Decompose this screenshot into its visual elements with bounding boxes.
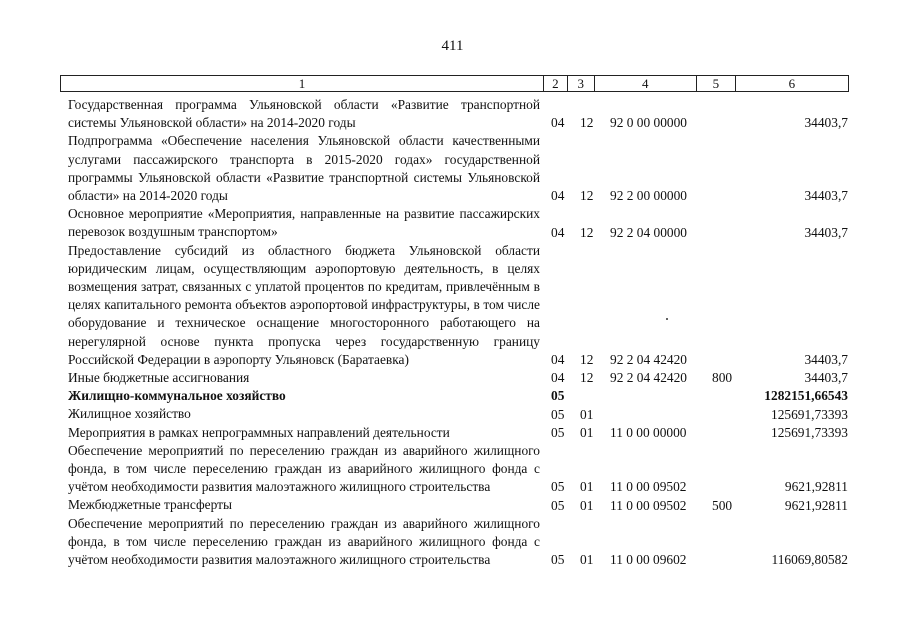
- header-col-1: 1: [298, 76, 306, 91]
- target-article-code: 92 2 04 42420: [610, 352, 687, 368]
- row-description: Подпрограмма «Обеспечение населения Ульяновской области качественными услугами пассажирского транспорта в 2015-2020 годах» государственной программы Ульяновской области «Развитие транспортной системы Ульяновской области» на 2014-2020 годы: [68, 133, 540, 204]
- subsection-code: 12: [580, 224, 594, 240]
- section-code: 05: [551, 552, 565, 568]
- row-description: Государственная программа Ульяновской области «Развитие транспортной системы Ульяновской области» на 2014-2020 годы: [68, 97, 540, 131]
- section-code: 05: [551, 479, 565, 495]
- table-row: [0, 515, 905, 570]
- table-row: [0, 369, 905, 387]
- amount: 125691,73393: [771, 406, 848, 422]
- section-code: 04: [551, 352, 565, 368]
- table-row: [0, 242, 905, 369]
- header-col-6: 6: [735, 76, 848, 91]
- target-article-code: 92 2 00 00000: [610, 188, 687, 204]
- target-article-code: 92 2 04 42420: [610, 370, 687, 386]
- subsection-code: 12: [580, 188, 594, 204]
- row-description: Предоставление субсидий из областного бюджета Ульяновской области юридическим лицам, осуществляющим аэропортовую деятельность, в целях возмещения затрат, связанных с уплатой процентов по кредитам, привлечённым в целях капитального ремонта объектов аэропортовой инфраструктуры, в том числе оборудование и техническое оснащение многосторонного работающего на нерегулярной основе пункта пропуска через государственную границу Российской Федерации в аэропорту Ульяновск (Баратаевка): [68, 242, 540, 367]
- section-code: 05: [551, 424, 565, 440]
- amount: 34403,7: [804, 224, 848, 240]
- section-code: 05: [551, 497, 565, 513]
- table-row: [0, 132, 905, 205]
- amount: 34403,7: [804, 352, 848, 368]
- amount: 9621,92811: [784, 497, 848, 513]
- header-col-3: 3: [567, 76, 594, 91]
- table-row: [0, 96, 905, 132]
- amount: 34403,7: [804, 370, 848, 386]
- subsection-code: 01: [580, 424, 594, 440]
- subsection-code: 01: [580, 497, 594, 513]
- subsection-code: 01: [580, 552, 594, 568]
- amount: 9621,92811: [784, 479, 848, 495]
- table-row: [0, 496, 905, 514]
- table-row: [0, 387, 905, 405]
- section-code: 04: [551, 224, 565, 240]
- section-code: 04: [551, 115, 565, 131]
- subsection-code: 01: [580, 479, 594, 495]
- section-code: 05: [551, 388, 565, 404]
- amount: 34403,7: [804, 115, 848, 131]
- amount: 34403,7: [804, 188, 848, 204]
- scan-speck: [666, 318, 668, 320]
- target-article-code: 11 0 00 09602: [610, 552, 687, 568]
- section-code: 04: [551, 188, 565, 204]
- row-description: Основное мероприятие «Мероприятия, направленные на развитие пассажирских перевозок воздушным транспортом»: [68, 206, 540, 240]
- section-code: 05: [551, 406, 565, 422]
- subsection-code: 12: [580, 352, 594, 368]
- row-description: Иные бюджетные ассигнования: [68, 370, 250, 386]
- target-article-code: 11 0 00 09502: [610, 479, 687, 495]
- budget-table-body: [0, 96, 905, 569]
- table-row: [0, 424, 905, 442]
- amount: 1282151,66543: [764, 388, 848, 404]
- subsection-code: 12: [580, 115, 594, 131]
- row-description: Мероприятия в рамках непрограммных направлений деятельности: [68, 424, 450, 440]
- amount: 125691,73393: [771, 424, 848, 440]
- table-row: [0, 405, 905, 423]
- amount: 116069,80582: [771, 552, 848, 568]
- section-code: 04: [551, 370, 565, 386]
- row-description: Межбюджетные трансферты: [68, 497, 232, 513]
- row-description: Жилищное хозяйство: [68, 406, 191, 422]
- row-description: Жилищно-коммунальное хозяйство: [68, 388, 286, 404]
- page-number: 411: [441, 38, 464, 54]
- target-article-code: 92 0 00 00000: [610, 115, 687, 131]
- subsection-code: 12: [580, 370, 594, 386]
- expense-type-code: 500: [712, 497, 733, 513]
- header-col-2: 2: [543, 76, 567, 91]
- expense-type-code: 800: [712, 370, 733, 386]
- target-article-code: 11 0 00 09502: [610, 497, 687, 513]
- table-row: [0, 442, 905, 497]
- header-col-5: 5: [696, 76, 735, 91]
- row-description: Обеспечение мероприятий по переселению граждан из аварийного жилищного фонда, в том числе переселению граждан из аварийного жилищного фонда с учётом необходимости развития малоэтажного жилищного строительства: [68, 442, 540, 495]
- row-description: Обеспечение мероприятий по переселению граждан из аварийного жилищного фонда, в том числе переселению граждан из аварийного жилищного фонда с учётом необходимости развития малоэтажного жилищного строительства: [68, 515, 540, 568]
- header-col-4: 4: [594, 76, 696, 91]
- table-header: [60, 75, 849, 92]
- target-article-code: 92 2 04 00000: [610, 224, 687, 240]
- subsection-code: 01: [580, 406, 594, 422]
- table-row: [0, 205, 905, 241]
- target-article-code: 11 0 00 00000: [610, 424, 687, 440]
